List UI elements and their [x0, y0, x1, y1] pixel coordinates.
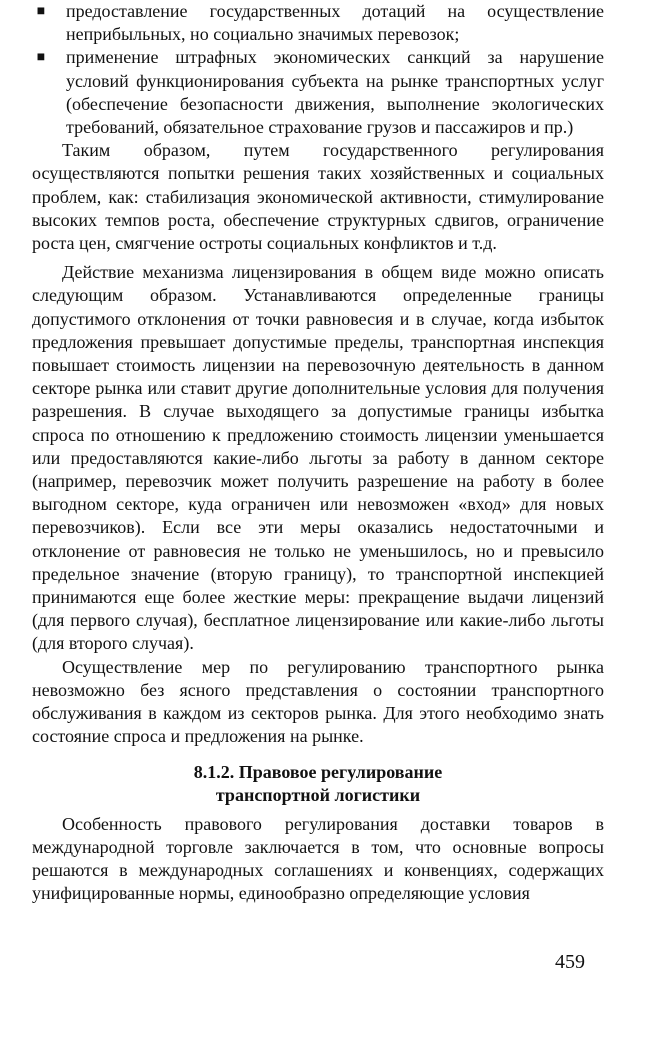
square-bullet-icon: ■	[36, 50, 46, 66]
paragraph: Особенность правового регулирования доставки товаров в международной торговле заключается в том, что основные вопросы решаются в международных соглашениях и конвенциях, содержащих унифицированные нормы, единообразно определяющие условия	[32, 813, 604, 904]
document-page	[32, 0, 604, 905]
bullet-item	[32, 46, 604, 139]
section-heading-line: транспортной логистики	[215, 784, 421, 805]
paragraph: Действие механизма лицензирования в общем виде можно описать следующим образом. Устанавливаются определенные границы допустимого отклонения от точки равновесия и в случае, когда избыток предложения превышает допустимые пределы, транспортная инспекция повышает стоимость лицензии на перевозочную деятельность в данном секторе рынка или ставит другие дополнительные условия для получения разрешения. В случае выходящего за допустимые границы избытка спроса по отношению к предложению стоимость лицензии уменьшается или предоставляются какие-либо льготы за работу в данном секторе (например, перевозчик может получить разрешение на работу в более выгодном секторе, куда ограничен или невозможен «вход» для новых перевозчиков). Если все эти меры оказались недостаточными и отклонение от равновесия не только не уменьшилось, но и превысило предельное значение (вторую границу), то транспортной инспекцией принимаются еще более жесткие меры: прекращение выдачи лицензий (для первого случая), бесплатное лицензирование или какие-либо льготы (для второго случая).	[32, 262, 604, 654]
section-heading-line: 8.1.2. Правовое регулирование	[193, 761, 443, 782]
paragraph: Осуществление мер по регулированию транспортного рынка невозможно без ясного представления о состоянии транспортного обслуживания в каждом из секторов рынка. Для этого необходимо знать состояние спроса и предложения на рынке.	[32, 656, 604, 747]
bullet-text: предоставление государственных дотаций на осуществление неприбыльных, но социально значимых перевозок;	[66, 1, 604, 45]
paragraph: Таким образом, путем государственного регулирования осуществляются попытки решения таких хозяйственных и социальных проблем, как: стабилизация экономической активности, стимулирование высоких темпов роста, обеспечение структурных сдвигов, ограничение роста цен, смягчение остроты социальных конфликтов и т.д.	[32, 140, 604, 254]
bullet-list	[32, 0, 604, 139]
square-bullet-icon: ■	[36, 4, 46, 19]
bullet-text: применение штрафных экономических санкций за нарушение условий функционирования субъекта на рынке транспортных услуг (обеспечение безопасности движения, выполнение экологических требований, обязательное страхование грузов и пассажиров и пр.)	[66, 47, 604, 138]
section-heading	[32, 761, 604, 807]
page-number: 459	[555, 951, 585, 973]
bullet-item	[32, 0, 604, 46]
